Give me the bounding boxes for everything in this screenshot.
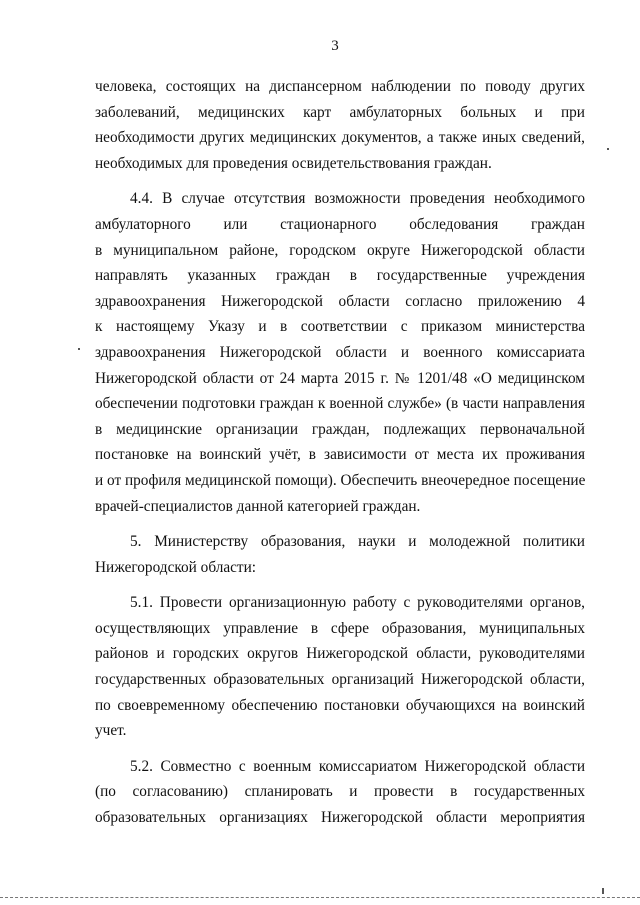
document-body <box>95 74 585 831</box>
scan-mark <box>607 148 609 150</box>
paragraph-p-4-4 <box>95 186 585 519</box>
text-line: Нижегородской области от 24 марта 2015 г. № 1201/48 «О медицинском <box>95 369 585 387</box>
text-line: к настоящему Указу и в соответствии с приказом министерства <box>95 318 585 336</box>
text-line: здравоохранения Нижегородской области и военного комиссариата <box>95 343 585 361</box>
text-line: по своевременному обеспечению постановки обучающихся на воинский <box>95 696 585 714</box>
text-line: образовательных организациях Нижегородской области мероприятия <box>95 809 585 827</box>
text-line: постановке на воинский учёт, в зависимости от места их проживания <box>95 446 585 464</box>
text-line: обеспечении подготовки граждан к военной службе» (в части направления <box>95 395 585 413</box>
paragraph-p-5-1 <box>95 590 585 744</box>
paragraph-gap <box>95 176 585 186</box>
text-line: в медицинские организации граждан, подлежащих первоначальной <box>95 420 585 438</box>
text-line: заболеваний, медицинских карт амбулаторных больных и при <box>95 103 585 121</box>
paragraph-p-continuation <box>95 74 585 176</box>
text-line: амбулаторного или стационарного обследования граждан <box>95 215 585 233</box>
text-line: врачей-специалистов данной категорией граждан. <box>95 497 421 515</box>
paragraph-gap <box>95 744 585 754</box>
text-line: 4.4. В случае отсутствия возможности проведения необходимого <box>130 190 585 208</box>
text-line: здравоохранения Нижегородской области согласно приложению 4 <box>95 292 585 310</box>
page-number: 3 <box>331 38 339 54</box>
text-line: необходимых для проведения освидетельствования граждан. <box>95 154 492 172</box>
text-line: государственных образовательных организаций Нижегородской области, <box>95 671 585 689</box>
scan-mark <box>78 348 80 350</box>
text-line: и от профиля медицинской помощи). Обеспечить внеочередное посещение <box>95 471 586 489</box>
paragraph-p-5 <box>95 529 585 580</box>
text-line: (по согласованию) спланировать и провести в государственных <box>95 783 585 801</box>
paragraph-gap <box>95 519 585 529</box>
text-line: Нижегородской области: <box>95 558 257 576</box>
text-line: районов и городских округов Нижегородской области, руководителями <box>95 645 585 663</box>
text-line: необходимости других медицинских документов, а также иных сведений, <box>95 129 585 147</box>
text-line: в муниципальном районе, городском округе Нижегородской области <box>95 241 585 259</box>
scan-edge <box>0 897 640 899</box>
text-line: учет. <box>95 722 127 740</box>
text-line: 5.1. Провести организационную работу с руководителями органов, <box>130 594 585 612</box>
text-line: осуществляющих управление в сфере образования, муниципальных <box>95 619 585 637</box>
scan-mark <box>602 888 604 894</box>
text-line: 5. Министерству образования, науки и молодежной политики <box>130 533 585 551</box>
text-line: человека, состоящих на диспансерном наблюдении по поводу других <box>95 78 585 95</box>
text-line: направлять указанных граждан в государственные учреждения <box>95 267 585 285</box>
text-line: 5.2. Совместно с военным комиссариатом Нижегородской области <box>130 757 585 775</box>
paragraph-p-5-2 <box>95 754 585 831</box>
paragraph-gap <box>95 580 585 590</box>
